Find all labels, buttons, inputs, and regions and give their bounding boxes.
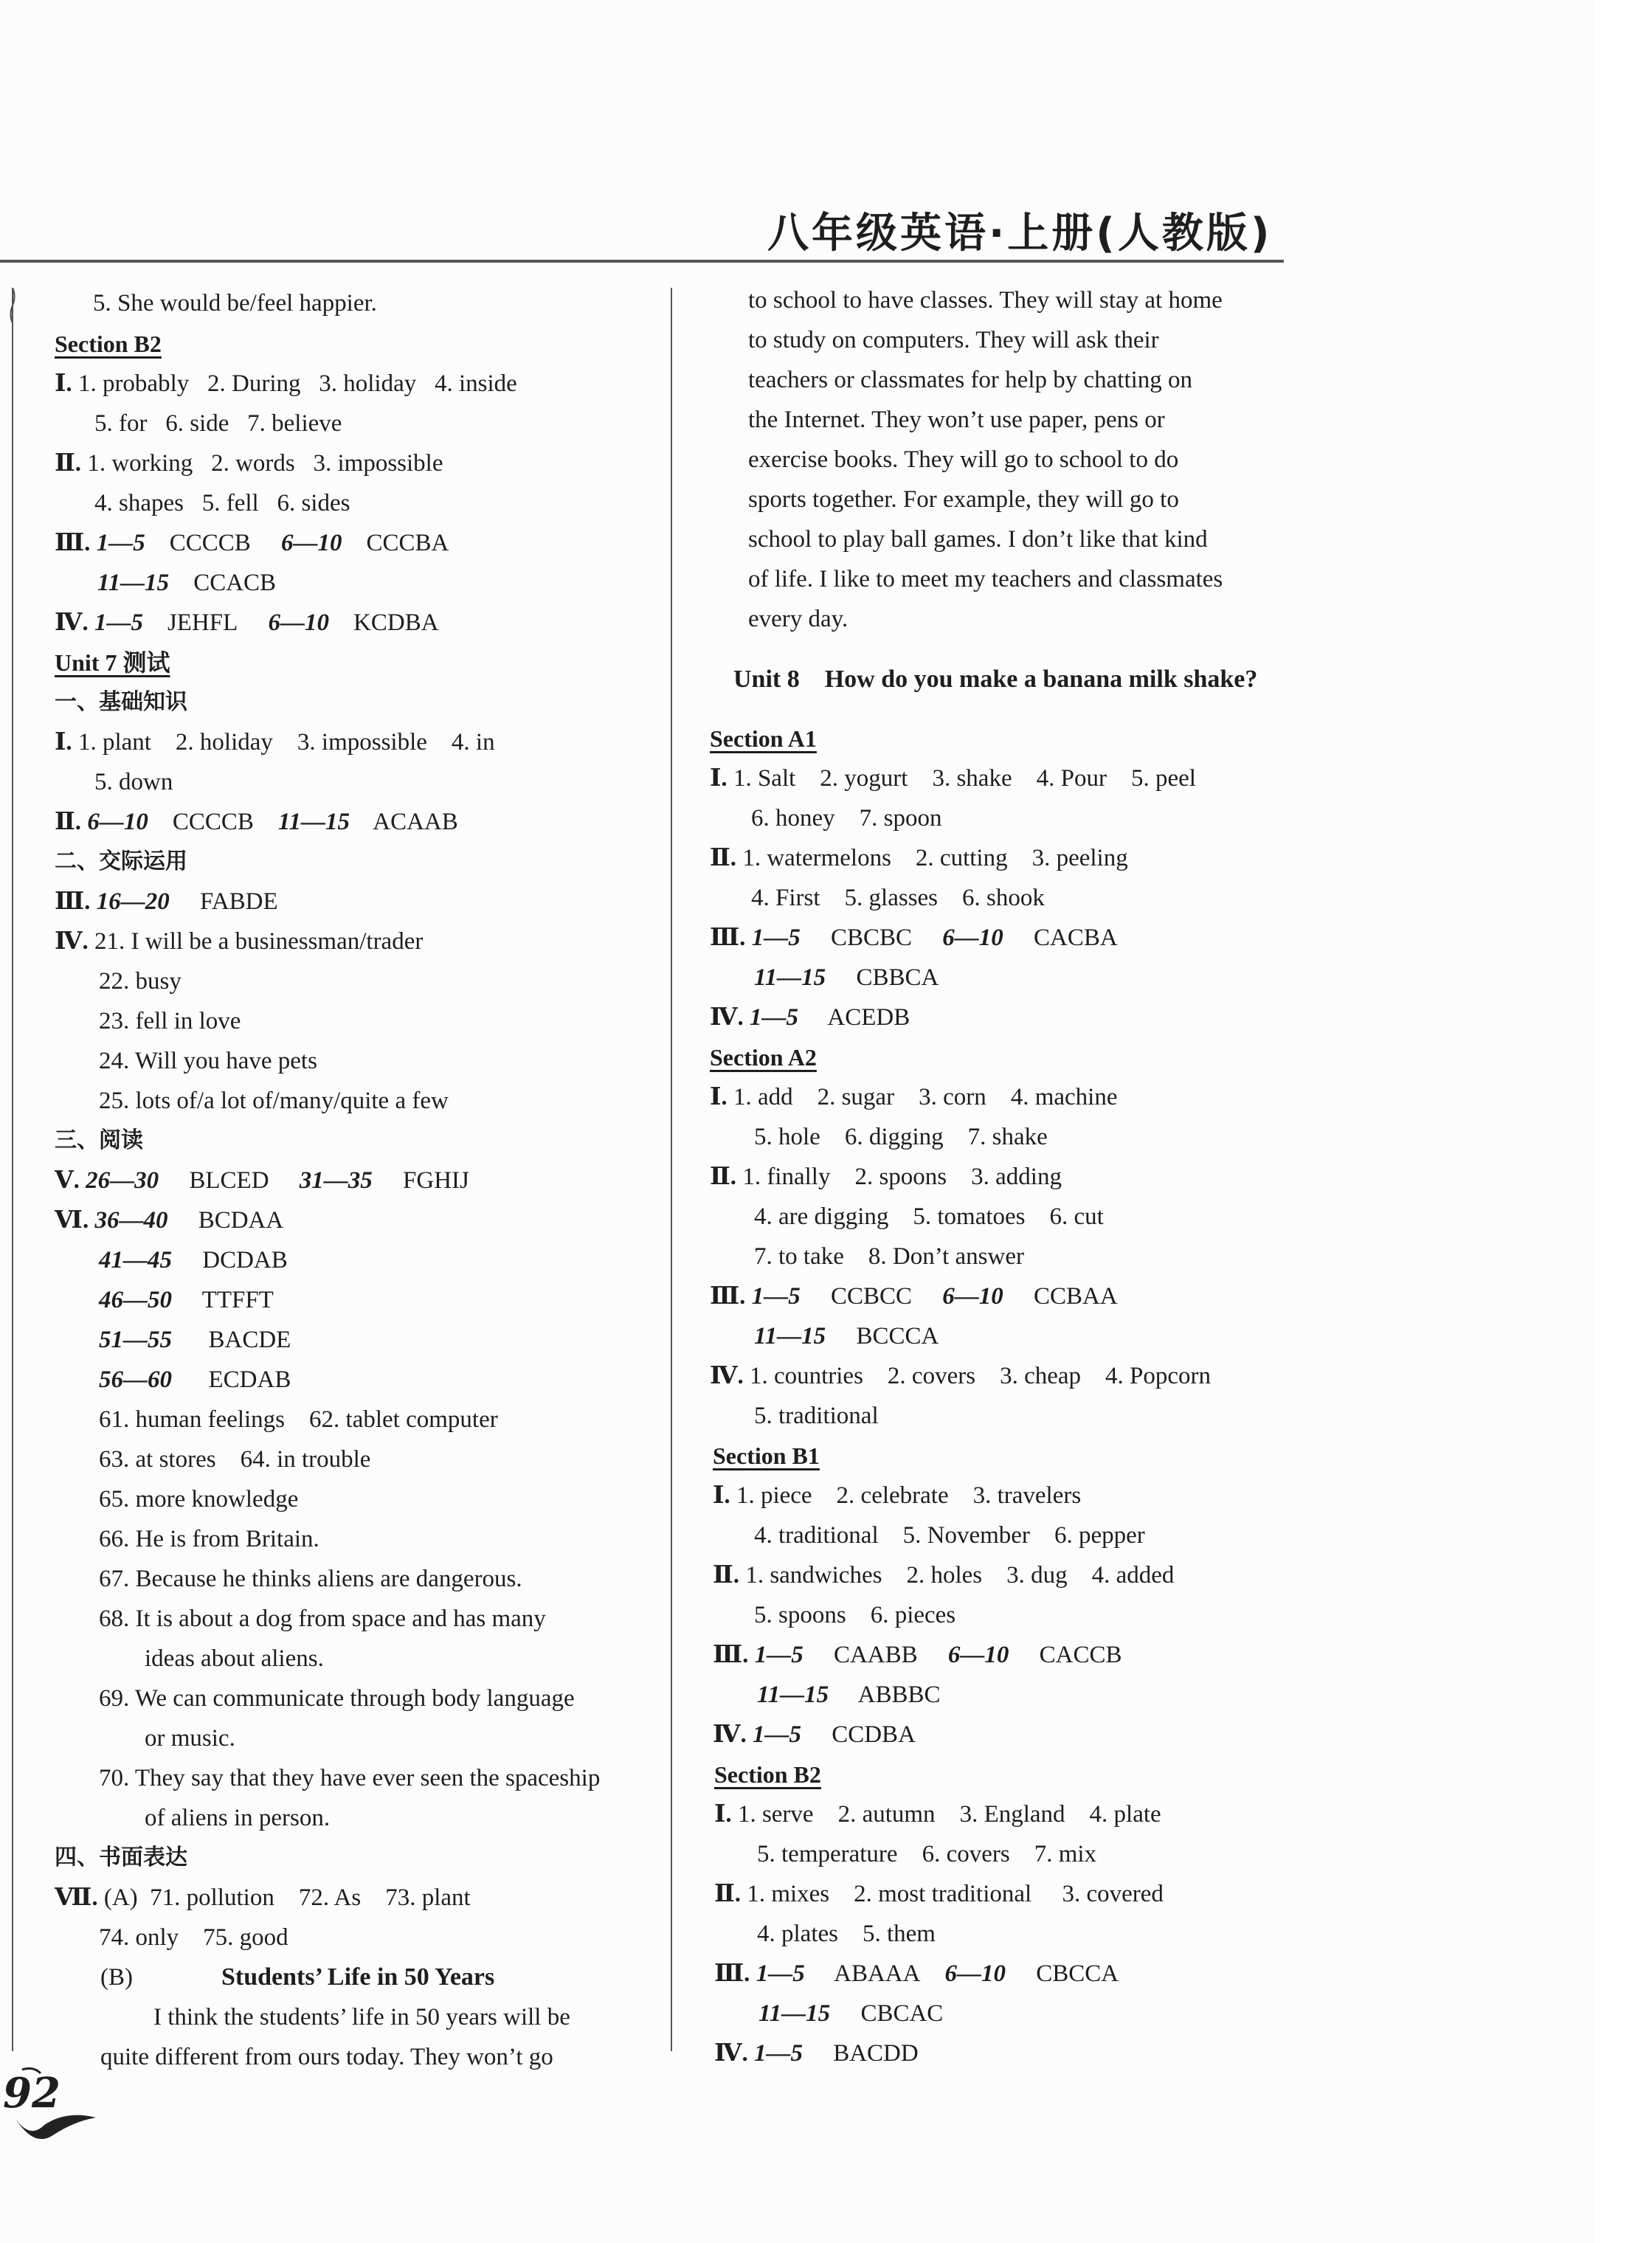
answer-item: 6. digging: [844, 1124, 944, 1150]
roman-numeral: Ⅵ.: [55, 1207, 89, 1234]
answer-item: 71. pollution: [150, 1884, 274, 1911]
roman-numeral: Ⅲ.: [713, 1642, 749, 1668]
answer-item: 4. plate: [1089, 1801, 1161, 1828]
range-label: 6—10: [942, 1283, 1003, 1310]
answer-row: [55, 1879, 471, 1916]
answer-row: [754, 1119, 1048, 1155]
answer-item: 73. plant: [385, 1884, 471, 1911]
roman-numeral: Ⅴ.: [55, 1167, 80, 1194]
roman-numeral: Ⅳ.: [710, 1363, 744, 1389]
range-label: 1—5: [754, 1642, 803, 1668]
header-rule: [0, 260, 1284, 263]
answer-key: ACAAB: [373, 809, 458, 835]
answer-item: 2. holes: [906, 1562, 983, 1589]
roman-numeral: Ⅱ.: [55, 450, 82, 477]
answer-row: [751, 879, 1045, 916]
answer-row: [55, 525, 449, 561]
essay-line: teachers or classmates for help by chatting on: [748, 367, 1193, 393]
range-label: 46—50: [99, 1287, 172, 1313]
range-label: 6—10: [947, 1642, 1009, 1668]
roman-numeral: Ⅳ.: [714, 2040, 748, 2067]
answer-key: FABDE: [199, 888, 278, 915]
essay-line: quite different from ours today. They won’t go: [100, 2044, 553, 2070]
roman-numeral: Ⅶ.: [55, 1884, 98, 1911]
answer-item: 1. add: [733, 1084, 793, 1110]
answer-row: [754, 1597, 955, 1634]
answer-item: 3. impossible: [297, 729, 427, 756]
answer-line: 5. traditional: [754, 1403, 879, 1429]
roman-numeral: Ⅰ.: [714, 1801, 732, 1828]
answer-row: [710, 840, 1128, 877]
answer-key: CCCCB: [169, 530, 251, 556]
answer-row: [55, 1162, 469, 1199]
unit-heading: Unit 7 测试: [55, 649, 170, 676]
answer-line: 22. busy: [99, 968, 182, 995]
answer-item: 4. traditional: [754, 1522, 879, 1549]
answer-item: 1. mixes: [747, 1881, 830, 1907]
range-label: 1—5: [753, 2040, 803, 2067]
answer-key: CCDBA: [832, 1721, 916, 1748]
answer-row: [99, 1242, 288, 1279]
answer-item: 5. for: [94, 410, 148, 437]
answer-row: [55, 923, 423, 960]
answer-line: 66. He is from Britain.: [99, 1526, 319, 1552]
range-label: 6—10: [268, 609, 330, 636]
answer-row: [97, 564, 276, 601]
answer-row: [754, 1198, 1104, 1235]
essay-line: I think the students’ life in 50 years will be: [153, 2004, 570, 2031]
answer-item: 7. to take: [754, 1243, 844, 1270]
answer-key: KCDBA: [353, 609, 439, 636]
answer-line: 65. more knowledge: [99, 1486, 299, 1513]
range-label: 41—45: [99, 1247, 172, 1273]
answer-row: [757, 1676, 941, 1713]
roman-numeral: Ⅲ.: [55, 530, 91, 556]
roman-numeral: Ⅰ.: [55, 370, 72, 397]
left-wavy-divider: [9, 288, 16, 2051]
answer-row: [714, 1876, 1164, 1912]
answer-row: [710, 1358, 1211, 1394]
answer-item: 6. pieces: [870, 1602, 956, 1628]
answer-item: 3. dug: [1006, 1562, 1068, 1589]
range-label: 1—5: [756, 1960, 805, 1987]
answer-key: CBBCA: [856, 964, 939, 991]
answer-item: 1. finally: [742, 1164, 831, 1190]
part-heading: 四、书面表达: [55, 1845, 187, 1870]
answer-item: 1. plant: [77, 729, 151, 756]
answer-line: 69. We can communicate through body language: [99, 1685, 575, 1712]
answer-row: [94, 485, 350, 522]
part-heading: 一、基础知识: [55, 689, 187, 715]
answer-row: [94, 405, 342, 442]
answer-item: (A): [103, 1884, 138, 1911]
roman-numeral: Ⅲ.: [710, 924, 746, 951]
answer-row: [710, 760, 1196, 797]
answer-item: 7. spoon: [859, 805, 942, 832]
answer-line: 23. fell in love: [99, 1008, 241, 1034]
answer-item: 7. mix: [1034, 1841, 1097, 1867]
answer-item: 2. celebrate: [836, 1482, 949, 1509]
answer-key: CBCBC: [830, 924, 912, 951]
answer-key: BLCED: [189, 1167, 269, 1194]
answer-item: 4. added: [1091, 1562, 1175, 1589]
range-label: 6—10: [87, 809, 148, 835]
answer-row: [713, 1637, 1122, 1673]
answer-row: [710, 1278, 1118, 1315]
roman-numeral: Ⅱ.: [710, 1164, 737, 1190]
answer-item: 5. spoons: [754, 1602, 846, 1628]
roman-numeral: Ⅱ.: [710, 845, 737, 871]
answer-item: 1. sandwiches: [745, 1562, 882, 1589]
answer-item: 4. shapes: [94, 490, 184, 516]
range-label: 11—15: [754, 1323, 826, 1349]
answer-key: CCBAA: [1034, 1283, 1118, 1310]
part-heading: 二、交际运用: [55, 849, 187, 874]
answer-item: 1. working: [87, 450, 193, 477]
answer-key: JEHFL: [167, 609, 238, 636]
answer-item: 3. corn: [919, 1084, 986, 1110]
essay-line: the Internet. They won’t use paper, pens or: [748, 407, 1165, 433]
answer-row: [754, 1517, 1145, 1554]
section-heading: Section A2: [710, 1044, 817, 1071]
range-label: 1—5: [94, 609, 143, 636]
roman-numeral: Ⅳ.: [55, 609, 89, 636]
answer-item: 6. sides: [277, 490, 350, 516]
answer-item: 2. covers: [887, 1363, 976, 1389]
answer-item: 2. cutting: [915, 845, 1008, 871]
answer-row: [758, 1995, 943, 2032]
answer-key: ABAAA: [834, 1960, 921, 1987]
range-label: 31—35: [299, 1167, 373, 1194]
range-label: 1—5: [751, 924, 801, 951]
essay-line: exercise books. They will go to school to do: [748, 446, 1179, 473]
answer-item: 5. temperature: [757, 1841, 898, 1867]
answer-item: 6. covers: [922, 1841, 1010, 1867]
answer-item: 2. most traditional: [854, 1881, 1032, 1907]
answer-row: [714, 1796, 1161, 1833]
range-label: 1—5: [751, 1283, 801, 1310]
answer-item: 1. countries: [749, 1363, 863, 1389]
answer-item: 3. holiday: [319, 370, 417, 397]
answer-item: 4. inside: [434, 370, 517, 397]
roman-numeral: Ⅲ.: [714, 1960, 750, 1987]
answer-item: 4. Popcorn: [1105, 1363, 1212, 1389]
answer-row: [713, 1716, 916, 1753]
answer-item: 2. words: [211, 450, 295, 477]
essay-line: sports together. For example, they will go to: [748, 486, 1179, 513]
answer-row: [99, 1282, 274, 1319]
answer-key: CACCB: [1039, 1642, 1122, 1668]
answer-key: CCACB: [193, 570, 277, 596]
roman-numeral: Ⅰ.: [710, 1084, 727, 1110]
answer-item: 4. are digging: [754, 1203, 889, 1230]
roman-numeral: Ⅱ.: [714, 1881, 742, 1907]
range-label: 11—15: [277, 809, 350, 835]
answer-item: 5. peel: [1130, 765, 1196, 792]
answer-item: 1. serve: [737, 1801, 814, 1828]
answer-item: 6. cut: [1049, 1203, 1104, 1230]
roman-numeral: Ⅳ.: [710, 1004, 744, 1031]
essay-line: every day.: [748, 606, 849, 632]
section-heading: Section B1: [713, 1442, 820, 1469]
answer-item: 74. only: [99, 1924, 179, 1951]
answer-row: [99, 1441, 370, 1478]
answer-line: ideas about aliens.: [145, 1645, 324, 1672]
answer-row: [757, 1836, 1096, 1873]
answer-row: [714, 2035, 919, 2072]
answer-key: CBCCA: [1036, 1960, 1119, 1987]
answer-key: BACDE: [208, 1327, 291, 1353]
answer-item: 8. Don’t answer: [868, 1243, 1024, 1270]
answer-row: [710, 919, 1118, 956]
range-label: 56—60: [99, 1366, 172, 1393]
answer-key: FGHIJ: [403, 1167, 469, 1194]
range-label: 36—40: [94, 1207, 168, 1234]
range-label: 11—15: [758, 2000, 831, 2027]
answer-item: 4. Pour: [1036, 765, 1107, 792]
answer-item: 7. believe: [247, 410, 342, 437]
page-number: 92: [3, 2069, 61, 2118]
answer-item: 3. impossible: [313, 450, 443, 477]
range-label: 6—10: [942, 924, 1003, 951]
answer-key: TTFFT: [201, 1287, 274, 1313]
answer-line: (B): [100, 1964, 133, 1991]
center-wavy-divider: [668, 288, 675, 2051]
answer-item: 5. glasses: [844, 885, 939, 911]
answer-key: ACEDB: [827, 1004, 910, 1031]
answer-item: 1. probably: [77, 370, 190, 397]
answer-row: [99, 1361, 291, 1398]
answer-row: [754, 959, 939, 996]
roman-numeral: Ⅰ.: [55, 729, 72, 756]
range-label: 11—15: [754, 964, 826, 991]
range-label: 1—5: [752, 1721, 801, 1748]
answer-row: [55, 604, 439, 641]
answer-row: [55, 365, 517, 402]
answer-key: BCDAA: [198, 1207, 284, 1234]
answer-item: 5. fell: [201, 490, 259, 516]
essay-line: to study on computers. They will ask their: [748, 327, 1159, 353]
answer-row: [710, 1158, 1062, 1195]
answer-key: ABBBC: [857, 1682, 941, 1708]
answer-row: [713, 1557, 1174, 1594]
answer-key: CCBCC: [830, 1283, 912, 1310]
answer-item: 3. covered: [1062, 1881, 1164, 1907]
answer-row: [713, 1477, 1081, 1514]
answer-item: 4. First: [751, 885, 820, 911]
answer-item: 64. in trouble: [240, 1446, 371, 1473]
roman-numeral: Ⅰ.: [710, 765, 727, 792]
unit-heading: Unit 8 How do you make a banana milk shake?: [733, 666, 1258, 693]
answer-item: 5. tomatoes: [913, 1203, 1026, 1230]
answer-line: 5. down: [94, 769, 173, 795]
roman-numeral: Ⅱ.: [713, 1562, 740, 1589]
answer-line: of aliens in person.: [145, 1805, 331, 1831]
answer-row: [55, 803, 458, 840]
answer-row: [55, 883, 278, 920]
answer-key: BACDD: [833, 2040, 919, 2067]
answer-item: 4. plates: [757, 1921, 838, 1947]
answer-item: 6. side: [165, 410, 229, 437]
range-label: 11—15: [757, 1682, 829, 1708]
roman-numeral: Ⅳ.: [55, 928, 89, 955]
essay-line: school to play ball games. I don’t like that kind: [748, 526, 1208, 553]
answer-item: 72. As: [298, 1884, 362, 1911]
answer-row: [751, 800, 942, 837]
answer-row: [754, 1318, 939, 1355]
answer-item: 3. England: [959, 1801, 1065, 1828]
answer-row: [710, 999, 910, 1036]
answer-line: 67. Because he thinks aliens are dangerous.: [99, 1566, 522, 1592]
answer-item: 2. sugar: [817, 1084, 895, 1110]
answer-item: 5. hole: [754, 1124, 820, 1150]
answer-item: 2. spoons: [854, 1164, 947, 1190]
answer-item: 6. honey: [751, 805, 835, 832]
roman-numeral: Ⅳ.: [713, 1721, 747, 1748]
answer-item: 2. yogurt: [820, 765, 908, 792]
part-heading: 三、阅读: [55, 1127, 143, 1153]
answer-key: BCCCA: [856, 1323, 939, 1349]
answer-key: CBCAC: [860, 2000, 944, 2027]
range-label: 6—10: [281, 530, 342, 556]
answer-row: [99, 1321, 291, 1358]
essay-line: to school to have classes. They will stay at home: [748, 287, 1223, 314]
roman-numeral: Ⅰ.: [713, 1482, 730, 1509]
answer-item: 3. peeling: [1031, 845, 1128, 871]
answer-item: 1. piece: [736, 1482, 812, 1509]
answer-item: 2. holiday: [175, 729, 273, 756]
answer-row: [55, 445, 443, 482]
page-header-title: 八年级英语·上册(人教版): [767, 210, 1273, 258]
range-label: 51—55: [99, 1327, 172, 1353]
answer-key: CCCBA: [366, 530, 449, 556]
answer-item: 3. adding: [971, 1164, 1062, 1190]
answer-item: 1. Salt: [733, 765, 796, 792]
answer-line: 5. She would be/feel happier.: [93, 290, 377, 317]
answer-key: CAABB: [833, 1642, 918, 1668]
section-heading: Section A1: [710, 725, 817, 752]
answer-row: [714, 1955, 1119, 1992]
roman-numeral: Ⅱ.: [55, 809, 82, 835]
roman-numeral: Ⅲ.: [710, 1283, 746, 1310]
answer-row: [55, 1202, 283, 1239]
answer-item: 75. good: [203, 1924, 288, 1951]
answer-key: DCDAB: [202, 1247, 288, 1273]
answer-item: 61. human feelings: [99, 1406, 286, 1433]
answer-item: 2. During: [207, 370, 301, 397]
answer-line: 24. Will you have pets: [99, 1048, 317, 1074]
answer-item: 3. travelers: [972, 1482, 1082, 1509]
answer-row: [55, 724, 495, 761]
answer-key: CACBA: [1034, 924, 1118, 951]
answer-row: [99, 1919, 288, 1956]
answer-item: 1. watermelons: [742, 845, 891, 871]
roman-numeral: Ⅲ.: [55, 888, 91, 915]
range-label: 16—20: [96, 888, 170, 915]
section-heading: Section B2: [714, 1761, 821, 1788]
answer-item: 63. at stores: [99, 1446, 216, 1473]
essay-line: of life. I like to meet my teachers and classmates: [748, 566, 1223, 592]
page-number-ornament: [0, 2066, 111, 2147]
answer-item: 6. pepper: [1054, 1522, 1145, 1549]
answer-key: ECDAB: [208, 1366, 291, 1393]
answer-item: 4. in: [451, 729, 495, 756]
range-label: 1—5: [749, 1004, 798, 1031]
answer-item: 4. machine: [1010, 1084, 1118, 1110]
answer-row: [710, 1079, 1118, 1116]
answer-row: [757, 1915, 936, 1952]
answer-key: CCCCB: [172, 809, 254, 835]
answer-item: 3. cheap: [1000, 1363, 1082, 1389]
answer-item: 62. tablet computer: [309, 1406, 498, 1433]
range-label: 11—15: [97, 570, 170, 596]
essay-title: Students’ Life in 50 Years: [221, 1963, 495, 1991]
answer-row: [754, 1238, 1024, 1275]
answer-line: 70. They say that they have ever seen the spaceship: [99, 1765, 601, 1791]
range-label: 1—5: [96, 530, 145, 556]
answer-item: 6. shook: [962, 885, 1045, 911]
range-label: 26—30: [86, 1167, 159, 1194]
section-heading: Section B2: [55, 331, 162, 357]
answer-item: 5. them: [862, 1921, 936, 1947]
answer-line: 25. lots of/a lot of/many/quite a few: [99, 1088, 449, 1114]
answer-line: 68. It is about a dog from space and has many: [99, 1606, 546, 1632]
answer-line: or music.: [145, 1725, 235, 1752]
answer-item: 2. autumn: [837, 1801, 936, 1828]
range-label: 6—10: [944, 1960, 1006, 1987]
answer-item: 5. November: [902, 1522, 1030, 1549]
answer-item: 3. shake: [932, 765, 1012, 792]
answer-row: [99, 1401, 498, 1438]
answer-item: 21. I will be a businessman/trader: [94, 928, 424, 955]
answer-item: 7. shake: [967, 1124, 1048, 1150]
